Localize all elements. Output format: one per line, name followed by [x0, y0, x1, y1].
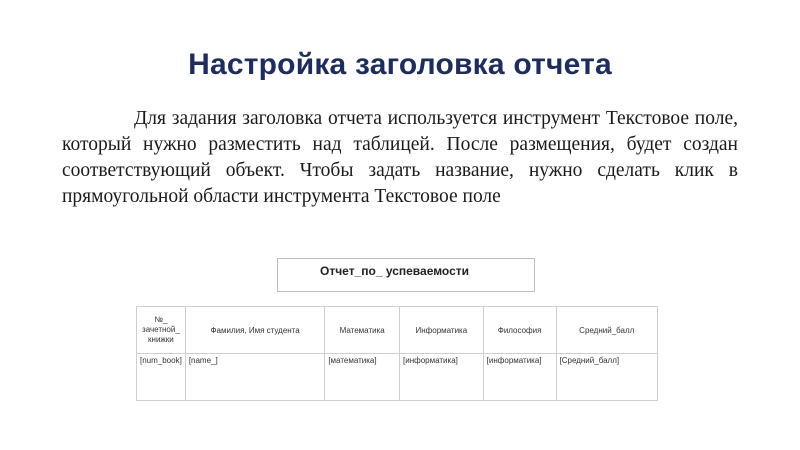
column-header-math: Математика [325, 307, 400, 354]
column-header-average: Средний_балл [556, 307, 658, 354]
table-row [137, 354, 658, 401]
column-header-name: Фамилия, Имя студента [185, 307, 325, 354]
report-header-textbox[interactable] [277, 258, 535, 292]
body-paragraph: Для задания заголовка отчета используется инструмент Текстовое поле, который нужно разместить над таблицей. После размещения, будет создан соответствующий объект. Чтобы задать название, нужно сделать клик в прямоугольной области инструмента Текстовое поле [62, 108, 738, 207]
table-cell[interactable]: [Средний_балл] [556, 354, 658, 401]
table-cell[interactable]: [математика] [325, 354, 400, 401]
column-header-line: №_ [154, 315, 168, 324]
column-header-line: книжки [148, 335, 174, 344]
report-header-text: Отчет_по_ успеваемости [320, 264, 470, 278]
table-cell[interactable]: [name_] [185, 354, 325, 401]
column-header-informatics: Информатика [400, 307, 484, 354]
column-header-philosophy: Философия [483, 307, 556, 354]
column-header-line: зачетной_ [142, 325, 180, 334]
table-cell[interactable]: [num_book] [137, 354, 186, 401]
column-header-record-book [137, 307, 186, 354]
report-table [136, 306, 658, 401]
table-header-row [137, 307, 658, 354]
table-cell[interactable]: [информатика] [483, 354, 556, 401]
slide-title: Настройка заголовка отчета [188, 48, 612, 81]
table-cell[interactable]: [информатика] [400, 354, 484, 401]
